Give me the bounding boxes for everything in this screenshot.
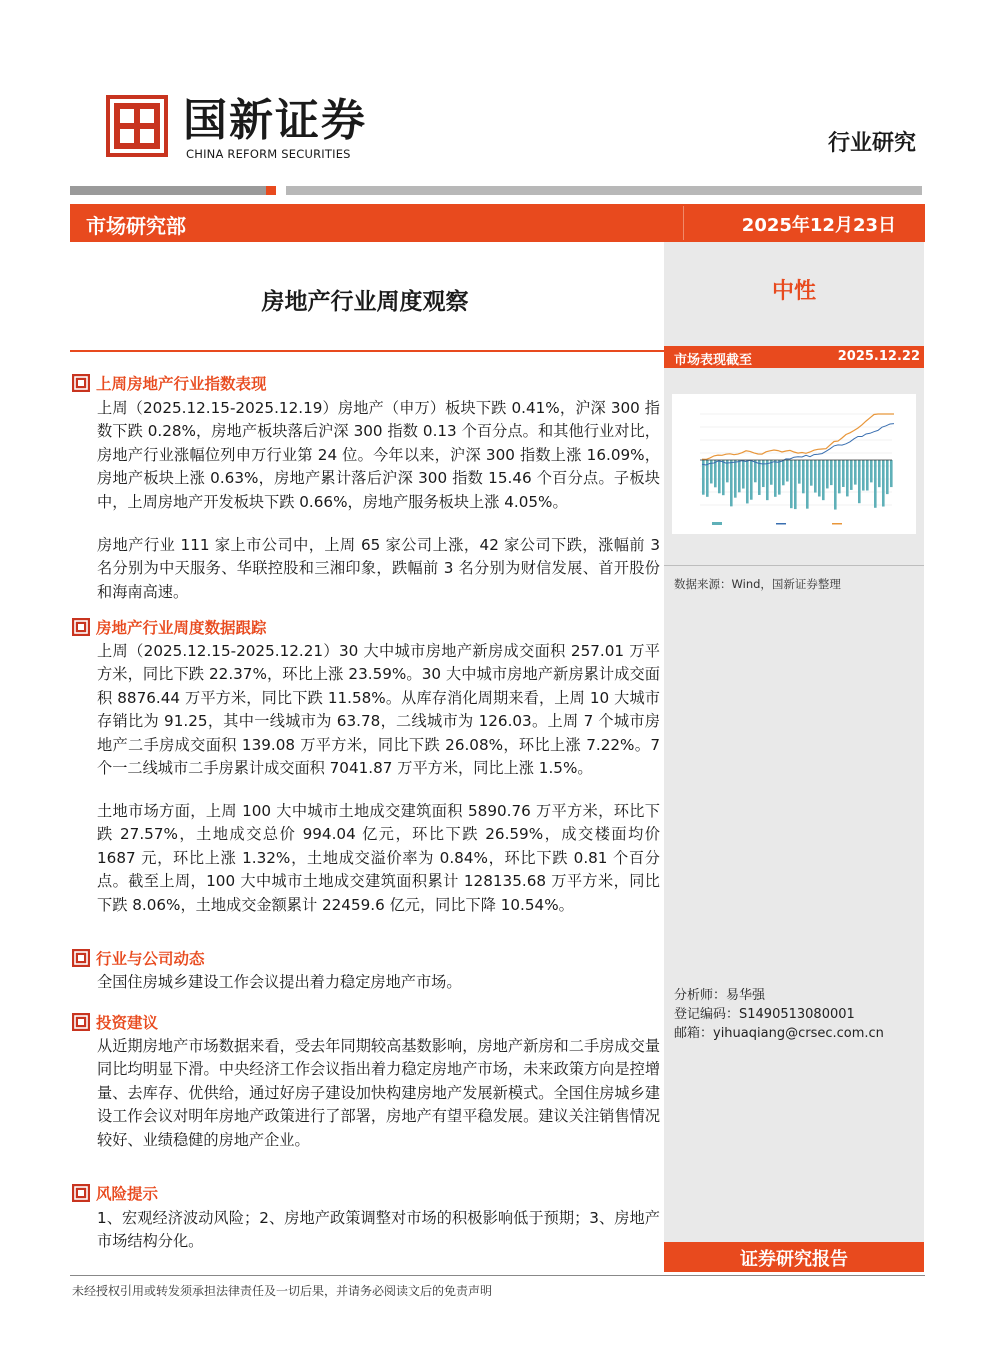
company-logo-mark: [106, 95, 168, 157]
department-name: 市场研究部: [86, 214, 186, 238]
chart-bar: [886, 460, 889, 494]
chart-bar: [790, 460, 793, 508]
chart-bar: [882, 460, 885, 507]
chart-bar: [838, 460, 841, 493]
section-heading-advice: [72, 1011, 158, 1033]
footer-divider: [70, 1275, 925, 1276]
section-bullet-icon: [72, 1013, 90, 1031]
section-paragraph: 全国住房城乡建设工作会议提出着力稳定房地产市场。: [97, 973, 462, 991]
section-heading-text: 风险提示: [96, 1185, 159, 1203]
publication-label: 证券研究报告: [740, 1249, 848, 1270]
chart-bar: [806, 460, 809, 509]
chart-bar: [718, 460, 721, 493]
chart-bar: [854, 460, 857, 485]
chart-bar: [830, 460, 833, 485]
chart-bar: [810, 460, 813, 486]
report-date: 2025年12月23日: [741, 215, 896, 236]
chart-bar: [730, 460, 733, 506]
chart-bar: [758, 460, 761, 495]
chart-bar: [874, 460, 877, 508]
section-heading-news: [72, 947, 205, 969]
section-bullet-icon: [72, 374, 90, 392]
chart-bar: [818, 460, 821, 497]
chart-source: 数据来源：Wind，国新证券整理: [674, 577, 841, 591]
market-performance-label: 市场表现截至: [674, 353, 753, 368]
report-title: 房地产行业周度观察: [261, 289, 469, 315]
chart-bar: [770, 460, 773, 485]
chart-bar: [870, 460, 873, 482]
analyst-registration: 登记编码：S1490513080001: [674, 1007, 855, 1022]
section-heading-text: 行业与公司动态: [96, 950, 205, 968]
chart-bar: [722, 460, 725, 495]
sidebar-divider: [664, 565, 924, 566]
section-bullet-icon: [72, 1184, 90, 1202]
chart-bar: [746, 460, 749, 503]
chart-bar: [786, 460, 789, 482]
chart-bar: [878, 460, 881, 487]
chart-bar: [706, 460, 709, 497]
legend-swatch-bar: [712, 522, 722, 525]
band-divider: [683, 206, 684, 240]
section-heading-risk: [72, 1182, 158, 1204]
report-type: 行业研究: [827, 131, 916, 156]
chart-bar: [802, 460, 805, 493]
header-divider-accent: [266, 186, 276, 195]
section-paragraph: 土地市场方面，上周 100 大中城市土地成交建筑面积 5890.76 万平方米，环比下跌 27.57%，土地成交总价 994.04 亿元，环比下跌 26.59%，成交楼面均价 1687 元，环比上涨 1.32%，土地成交溢价率为 0.84%，环比下跌 0.81 个百分点。截至上周，100 大中城市土地成交建筑面积累计 128135.68 万平方米，同比下跌 8.06%，土地成交金额累计 22459.6 亿元，同比下降 10.54%。: [97, 802, 660, 914]
chart-bar: [866, 460, 869, 491]
section-heading-data: [72, 616, 267, 638]
chart-svg: [672, 394, 916, 534]
section-paragraph: 上周（2025.12.15-2025.12.19）房地产（申万）板块下跌 0.41%，沪深 300 指数下跌 0.28%，房地产板块落后沪深 300 指数 0.13 个百分点。和其他行业对比，房地产行业涨幅位列申万行业第 24 位。今年以来，沪深 300 指数上涨 16.09%，房地产板块上涨 0.63%，房地产累计落后沪深 300 指数 15.46 个百分点。子板块中，上周房地产开发板块下跌 0.66%，房地产服务板块上涨 4.05%。: [97, 399, 660, 511]
chart-bar: [822, 460, 825, 500]
section-heading-text: 投资建议: [96, 1014, 159, 1032]
market-performance-chart: [672, 394, 916, 534]
chart-bar: [842, 460, 845, 487]
chart-bar: [794, 460, 797, 509]
legend-swatch-blue: [776, 523, 786, 525]
section-bullet-icon: [72, 949, 90, 967]
chart-bar: [798, 460, 801, 484]
header-divider-left: [70, 186, 266, 195]
chart-bar: [834, 460, 837, 510]
chart-bar: [742, 460, 745, 489]
section-bullet-icon: [72, 618, 90, 636]
chart-bar: [862, 460, 865, 491]
chart-bar: [846, 460, 849, 496]
section-paragraph: 房地产行业 111 家上市公司中，上周 65 家公司上涨，42 家公司下跌，涨幅前 3 名分别为中天服务、华联控股和三湘印象，跌幅前 3 名分别为财信发展、首开股份和海南高速。: [97, 536, 660, 601]
section-paragraph: 上周（2025.12.15-2025.12.21）30 大中城市房地产新房成交面积 257.01 万平方米，同比下跌 22.37%，环比上涨 23.59%。30 大中城市房地产新房累计成交面积 8876.44 万平方米，同比下跌 11.58%。从库存消化周期来看，上周 10 大城市存销比为 91.25，其中一线城市为 63.78，二线城市为 126.03。上周 7 个城市房地产二手房成交面积 139.08 万平方米，同比下跌 26.08%，环比上涨 7.22%。7 个一二线城市二手房累计成交面积 7041.87 万平方米，同比上涨 1.5%。: [97, 642, 660, 778]
chart-bar: [754, 460, 757, 482]
section-heading-text: 房地产行业周度数据跟踪: [96, 619, 267, 637]
chart-bar: [778, 460, 781, 495]
title-divider: [70, 350, 664, 352]
chart-bar: [890, 460, 893, 487]
company-logo-text: 国新证券: [183, 95, 367, 146]
chart-bar: [750, 460, 753, 500]
footer-disclaimer: 未经授权引用或转发须承担法律责任及一切后果，并请务必阅读文后的免责声明: [72, 1284, 493, 1298]
chart-bar: [858, 460, 861, 503]
section-paragraph: 1、宏观经济波动风险；2、房地产政策调整对市场的积极影响低于预期；3、房地产市场结构分化。: [97, 1209, 660, 1251]
analyst-email[interactable]: 邮箱：yihuaqiang@crsec.com.cn: [674, 1026, 884, 1041]
chart-bar: [774, 460, 777, 497]
legend-swatch-orange: [832, 523, 842, 525]
header-divider-right: [286, 186, 922, 195]
market-performance-date: 2025.12.22: [837, 349, 920, 364]
chart-bar: [714, 460, 717, 487]
company-logo-english: CHINA REFORM SECURITIES: [186, 147, 351, 161]
chart-bar: [734, 460, 737, 498]
section-heading-index: [72, 372, 267, 394]
chart-bar: [850, 460, 853, 490]
chart-bar: [826, 460, 829, 488]
chart-bar: [782, 460, 785, 485]
chart-bar: [738, 460, 741, 492]
chart-bar: [814, 460, 817, 493]
analyst-name: 分析师：易华强: [674, 988, 766, 1003]
chart-bar: [702, 460, 705, 495]
section-paragraph: 从近期房地产市场数据来看，受去年同期较高基数影响，房地产新房和二手房成交量同比均明显下滑。中央经济工作会议指出着力稳定房地产市场，未来政策方向是控增量、去库存、优供给，通过好房子建设加快构建房地产发展新模式。全国住房城乡建设工作会议对明年房地产政策进行了部署，房地产有望平稳发展。建议关注销售情况较好、业绩稳健的房地产企业。: [97, 1037, 660, 1149]
section-heading-text: 上周房地产行业指数表现: [96, 375, 267, 393]
chart-bar: [766, 460, 769, 500]
industry-rating: 中性: [771, 279, 816, 304]
